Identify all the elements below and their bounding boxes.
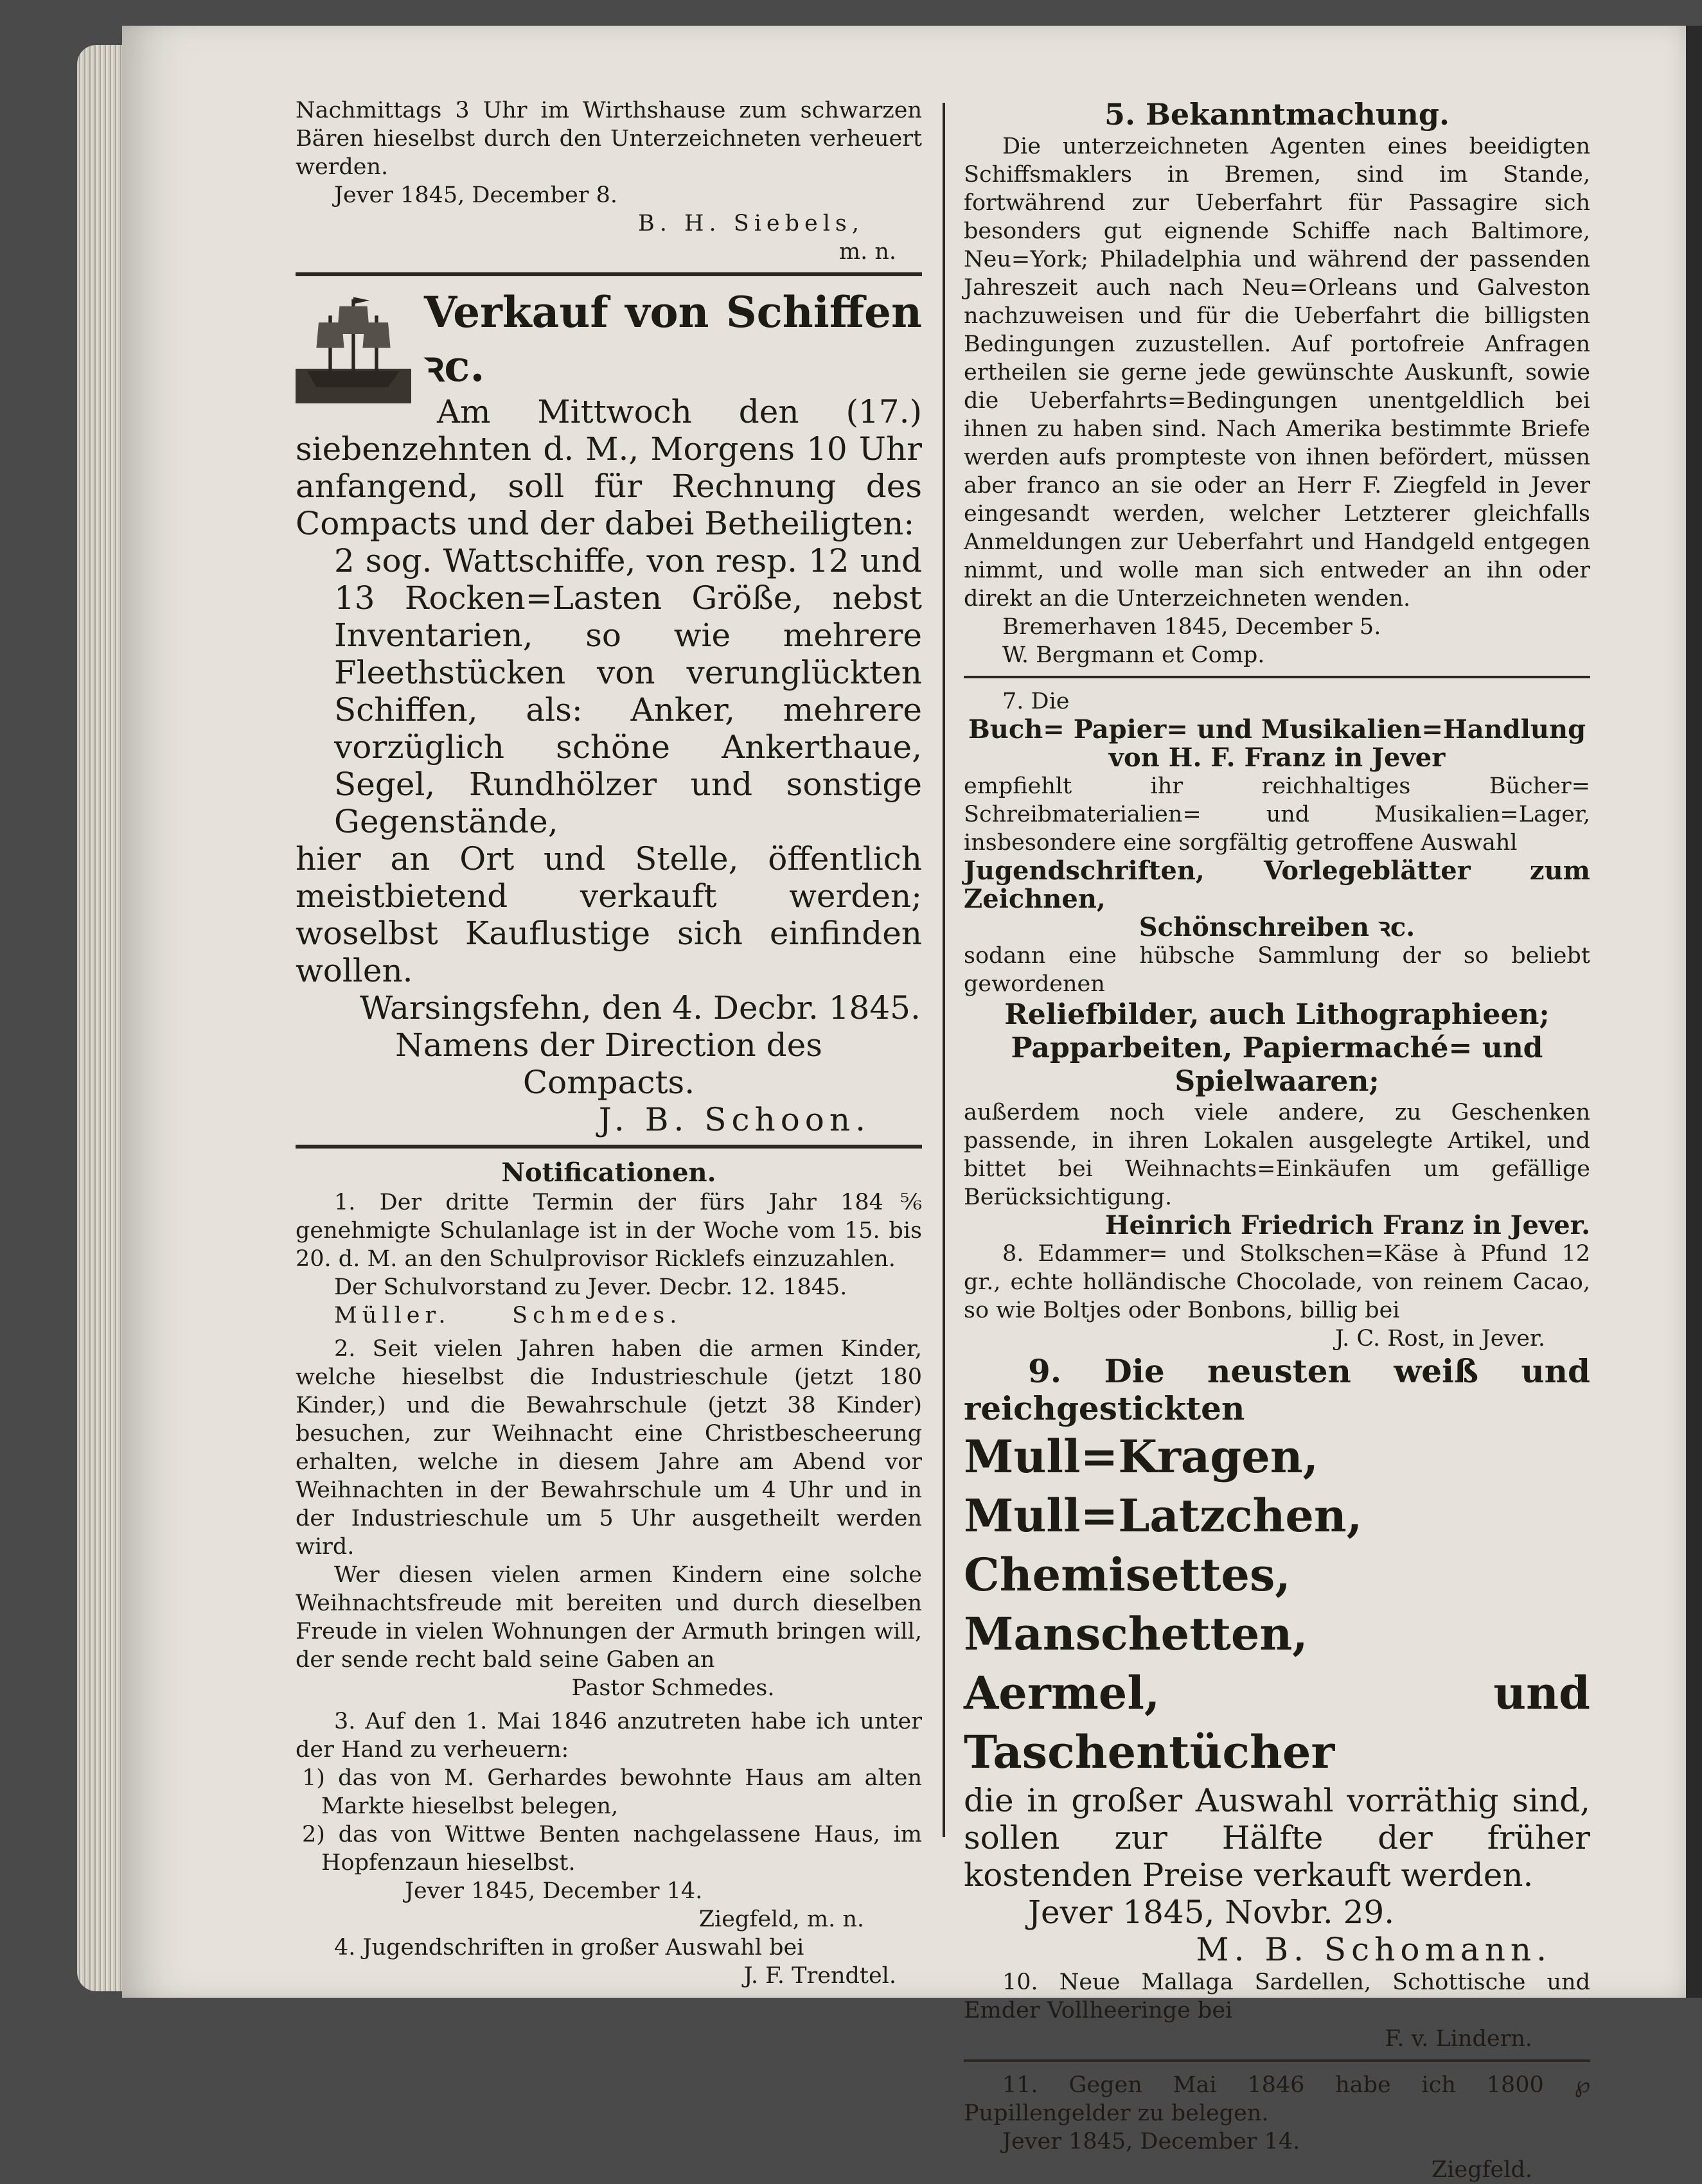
notice-7-body: empfiehlt ihr reichhaltiges Bücher= Schreibmaterialien= und Musikalien=Lager, insbesondere eine sorgfältig getroffene Auswahl — [964, 773, 1590, 856]
ship-icon — [296, 288, 411, 403]
rule — [964, 2059, 1590, 2062]
notice-9-date: Jever 1845, Novbr. 29. — [1028, 1894, 1395, 1931]
notice-5-sig: W. Bergmann et Comp. — [1002, 642, 1265, 668]
notice-7-papp: Papparbeiten, Papiermaché= und — [1011, 1032, 1543, 1064]
ship-sale-date: Warsingsfehn, den 4. Decbr. 1845. — [360, 989, 921, 1026]
notice-4-sig: J. F. Trendtel. — [743, 1963, 896, 1989]
notice-9-body: die in großer Auswahl vorräthig sind, sollen zur Hälfte der früher kostenden Preise verkauft werden. — [964, 1782, 1590, 1894]
notice-4: 4. Jugendschriften in großer Auswahl bei — [334, 1935, 804, 1960]
notice-9-sig: M. B. Schomann. — [1196, 1931, 1552, 1968]
notice-1: 1. Der dritte Termin der fürs Jahr 184⅚ genehmigte Schulanlage ist in der Woche vom 15. bis 20. d. M. an den Schulprovisor Ricklefs einzuzahlen. — [296, 1190, 922, 1272]
notice-9-big2: Chemisettes, Manschetten, — [964, 1548, 1308, 1660]
column-divider — [943, 103, 945, 1837]
notice-7-num: 7. Die — [1002, 689, 1070, 714]
notice-7-spiel: Spielwaaren; — [1175, 1065, 1379, 1098]
ship-sale-sig1: Namens der Direction des — [395, 1026, 822, 1064]
notice-5-date: Bremerhaven 1845, December 5. — [1002, 614, 1381, 640]
notice-3b: 2) das von Wittwe Benten nachgelassene Haus, im Hopfenzaun hieselbst. — [302, 1822, 922, 1876]
notice-11: 11. Gegen Mai 1846 habe ich 1800 ℘ Pupillengelder zu belegen. — [964, 2072, 1590, 2126]
notice-7-relief: Reliefbilder, auch Lithographieen; — [1004, 998, 1550, 1031]
notice-7-body2: sodann eine hübsche Sammlung der so beliebt gewordenen — [964, 943, 1590, 997]
intro-signature-note: m. n. — [838, 239, 896, 265]
intro-text: Nachmittags 3 Uhr im Wirthshause zum schwarzen Bären hieselbst durch den Unterzeichneten verheuert werden. — [296, 98, 922, 180]
notice-10-sig: F. v. Lindern. — [1385, 2026, 1532, 2052]
intro-date: Jever 1845, December 8. — [334, 182, 618, 208]
notice-11-date: Jever 1845, December 14. — [1002, 2129, 1300, 2154]
notice-9-big3: Aermel, und Taschentücher — [964, 1666, 1590, 1779]
ship-sale-sig2: Compacts. — [522, 1064, 695, 1101]
ship-sale-items: 2 sog. Wattschiffe, von resp. 12 und 13 Rocken=Lasten Größe, nebst Inventarien, so wie mehrere Fleethstücken von verunglückten Schiffen, als: Anker, mehrere vorzüglich schöne Ankerthaue, Segel, Rundhölzer und sonstige Gegenstände, — [334, 542, 922, 840]
rule — [964, 676, 1590, 678]
ship-sale-sig3: J. B. Schoon. — [598, 1101, 871, 1138]
notice-9-head: 9. Die neusten weiß und reichgestickten — [964, 1352, 1590, 1427]
notice-7-title1: Buch= Papier= und Musikalien=Handlung — [968, 714, 1586, 744]
notice-2b: Wer diesen vielen armen Kindern eine solche Weihnachtsfreude mit bereiten und durch dieselben Freude in vielen Wohnungen der Armuth bringen will, der sende recht bald seine Gaben an — [296, 1562, 922, 1673]
right-column — [964, 96, 1590, 2184]
rule — [296, 1145, 922, 1149]
notice-11-sig: Ziegfeld. — [1431, 2157, 1532, 2183]
notice-8: 8. Edammer= und Stolkschen=Käse à Pfund 12 gr., echte holländische Chocolade, von reinem Cacao, so wie Boltjes oder Bonbons, billig bei — [964, 1241, 1590, 1323]
notice-1-sig: Der Schulvorstand zu Jever. Decbr. 12. 1845. — [334, 1274, 847, 1300]
notice-5-title: 5. Bekanntmachung. — [1104, 97, 1449, 132]
notice-5: Die unterzeichneten Agenten eines beeidigten Schiffsmaklers in Bremen, sind im Stande, fortwährend zur Ueberfahrt für Passagire sich besonders gut eignende Schiffe nach Baltimore, Neu=York; Philadelphia und während der passenden Jahreszeit auch nach Neu=Orleans und Galveston nachzuweisen und für die Ueberfahrt die billigsten Bedingungen zuzustellen. Auf portofreie Anfragen ertheilen sie gerne jede gewünschte Auskunft, sowie die Ueberfahrts=Bedingungen unentgeldlich bei ihnen zu haben sind. Nach Amerika bestimmte Briefe werden aufs prompteste von ihnen befördert, müssen aber franco an sie oder an Herr F. Ziegfeld in Jever eingesandt werden, welcher Letzterer gleichfalls Anmeldungen zur Ueberfahrt und Handgeld entgegen nimmt, und wolle man sich entweder an ihn oder direkt an die Unterzeichneten wenden. — [964, 134, 1590, 612]
notice-3a: 1) das von M. Gerhardes bewohnte Haus am alten Markte hieselbst belegen, — [302, 1765, 922, 1819]
notice-7-title2: von H. F. Franz in Jever — [1108, 743, 1446, 773]
rule — [296, 272, 922, 276]
ship-sale-title: Verkauf von Schiffen ꝛc. — [424, 287, 922, 391]
notice-2: 2. Seit vielen Jahren haben die armen Kinder, welche hieselbst die Industrieschule (jetzt 180 Kinder,) und die Bewahrschule (jetzt 38 Kinder) besuchen, zur Weihnacht eine Christbescheerung erhalten, welche in diesem Jahre am Abend vor Weihnachten in der Bewahrschule um 4 Uhr und in der Industrieschule um 5 Uhr ausgetheilt werden wird. — [296, 1336, 922, 1560]
notice-3-date: Jever 1845, December 14. — [405, 1878, 703, 1904]
notice-3-sig: Ziegfeld, m. n. — [698, 1907, 864, 1932]
intro-signature: B. H. Siebels, — [637, 211, 864, 236]
notice-9-big1: Mull=Kragen, Mull=Latzchen, — [964, 1430, 1363, 1542]
ship-sale-end: hier an Ort und Stelle, öffentlich meistbietend verkauft werden; woselbst Kauflustige sich einfinden wollen. — [296, 840, 922, 989]
notice-7-body3: außerdem noch viele andere, zu Geschenken passende, in ihren Lokalen ausgelegte Artikel, und bittet bei Weihnachts=Einkäufen um gefällige Berücksichtigung. — [964, 1100, 1590, 1210]
notif-title: Notificationen. — [501, 1158, 716, 1188]
notice-7-schoen: Schönschreiben ꝛc. — [1139, 912, 1415, 942]
notice-8-sig: J. C. Rost, in Jever. — [1334, 1326, 1545, 1352]
notice-1-names: Müller. Schmedes. — [334, 1303, 682, 1328]
notice-3: 3. Auf den 1. Mai 1846 anzutreten habe ich unter der Hand zu verheuern: — [296, 1709, 922, 1763]
notice-10: 10. Neue Mallaga Sardellen, Schottische und Emder Vollheeringe bei — [964, 1969, 1590, 2023]
notice-7-sig: Heinrich Friedrich Franz in Jever. — [1104, 1210, 1590, 1240]
ship-sale-body: Am Mittwoch den (17.) siebenzehnten d. M., Morgens 10 Uhr anfangend, soll für Rechnung des Compacts und der dabei Betheiligten: — [296, 393, 922, 542]
notice-7-jugend: Jugendschriften, Vorlegeblätter zum Zeichnen, — [964, 856, 1590, 914]
left-column — [296, 96, 922, 1990]
notice-2-sig: Pastor Schmedes. — [571, 1675, 775, 1701]
page-edge-shadow — [1686, 26, 1702, 1998]
